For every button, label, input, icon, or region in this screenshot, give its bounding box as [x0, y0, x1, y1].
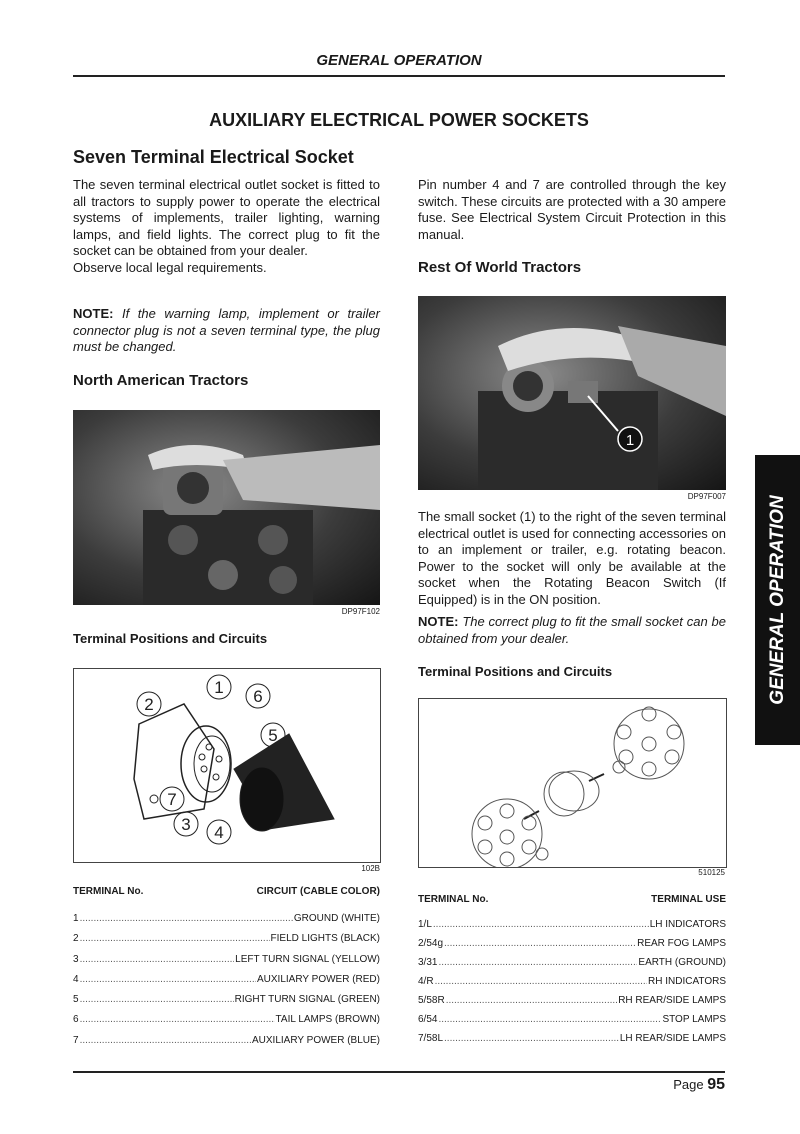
note-left [73, 306, 380, 356]
terminal-circuit: TAIL LAMPS (BROWN) [275, 1014, 380, 1026]
note-label: NOTE: [73, 306, 114, 321]
table-row [418, 938, 726, 957]
terminal-number: 5 [73, 994, 79, 1006]
col-use: TERMINAL USE [651, 894, 726, 905]
leader-dots [438, 1014, 661, 1025]
note-right [418, 614, 726, 647]
legal-text: Observe local legal requirements. [73, 259, 267, 275]
leader-dots [80, 913, 293, 924]
callout-4: 4 [214, 823, 224, 842]
table-row [73, 933, 380, 953]
small-socket-paragraph: The small socket (1) to the right of the seven terminal electrical outlet is used for connecting accessories on to an implement or trailer, e.g. rotating beacon. Power to the socket will only be available at the socket when the Rotating Beacon Switch (If Equipped) is in the ON position. [418, 509, 726, 607]
table-row [73, 913, 380, 933]
diagram-caption-right: 510125 [698, 868, 725, 877]
terminal-number: 3 [73, 953, 79, 965]
terminal-diagram-left [73, 668, 381, 863]
note-text: The correct plug to fit the small socket can be obtained from your dealer. [418, 614, 726, 646]
terminal-use: LH REAR/SIDE LAMPS [619, 1033, 726, 1044]
page-number-value: 95 [707, 1076, 725, 1093]
leader-dots [80, 933, 270, 944]
table-row [73, 994, 380, 1014]
callout-5: 5 [268, 726, 278, 745]
footer-rule [73, 1071, 725, 1073]
terminal-number: 4/R [418, 976, 434, 987]
terminal-circuit: LEFT TURN SIGNAL (YELLOW) [235, 953, 380, 965]
terminal-circuit: FIELD LIGHTS (BLACK) [270, 933, 380, 945]
intro-text: The seven terminal electrical outlet socket is fitted to all tractors to supply power to operate the electrical systems of implements, trailer lighting, warning lamps, and field lights. The correct plug to fit the socket can be obtained from your dealer. [73, 177, 380, 259]
photo-caption-right: DP97F007 [687, 492, 726, 501]
leader-dots [80, 994, 234, 1005]
terminal-number: 2/54g [418, 938, 444, 949]
side-tab-label: GENERAL OPERATION [766, 495, 788, 705]
callout-1: 1 [214, 678, 224, 697]
socket-plug-diagram [419, 699, 726, 867]
terminal-use: STOP LAMPS [662, 1014, 726, 1025]
seven-pin-socket-diagram [74, 669, 380, 862]
terminal-use: RH INDICATORS [648, 976, 726, 987]
note-text: If the warning lamp, implement or trailer connector plug is not a seven terminal type, the plug must be changed. [73, 306, 380, 355]
section-side-tab [755, 455, 800, 745]
table-row [73, 974, 380, 994]
terminal-use: REAR FOG LAMPS [637, 938, 726, 949]
subheading-north-america: North American Tractors [73, 372, 249, 389]
terminal-number: 7/58L [418, 1033, 444, 1044]
page-number [673, 1076, 725, 1094]
leader-dots [80, 1035, 251, 1046]
table-row [418, 1014, 726, 1033]
terminal-number: 1 [73, 913, 79, 924]
table-row [73, 954, 380, 974]
terminal-number: 5/58R [418, 995, 445, 1006]
terminal-number: 6/54 [418, 1014, 438, 1025]
terminal-circuit: AUXILIARY POWER (BLUE) [252, 1034, 380, 1046]
table-header [73, 886, 380, 897]
leader-dots [438, 957, 637, 968]
running-header: GENERAL OPERATION [316, 52, 482, 69]
leader-dots [80, 1014, 275, 1025]
table-row [418, 976, 726, 995]
circuit-table [73, 886, 380, 1055]
header-rule [73, 75, 725, 77]
terminal-use: RH REAR/SIDE LAMPS [618, 995, 726, 1006]
table-row [418, 957, 726, 976]
callout-6: 6 [253, 687, 263, 706]
photo-illustration [418, 296, 726, 490]
terminal-use: EARTH (GROUND) [638, 957, 726, 968]
page-title: AUXILIARY ELECTRICAL POWER SOCKETS [209, 110, 589, 130]
callout-7: 7 [167, 790, 177, 809]
leader-dots [433, 919, 649, 930]
terminal-number: 2 [73, 933, 79, 945]
col-terminal: TERMINAL No. [418, 894, 489, 905]
diagram-heading-left: Terminal Positions and Circuits [73, 631, 268, 646]
leader-dots [444, 1033, 619, 1044]
diagram-caption-left: 102B [361, 864, 380, 873]
terminal-number: 1/L [418, 919, 432, 930]
leader-dots [435, 976, 647, 987]
table-row [418, 1033, 726, 1052]
page-label: Page [673, 1077, 704, 1092]
socket-photo-rest-of-world [418, 296, 726, 490]
leader-dots [80, 974, 256, 985]
note-label: NOTE: [418, 614, 459, 629]
key-switch-paragraph: Pin number 4 and 7 are controlled through the key switch. These circuits are protected with a 30 ampere fuse. See Electrical System Circuit Protection in this manual. [418, 177, 726, 242]
table-row [73, 1014, 380, 1034]
photo-callout-1: 1 [625, 432, 635, 449]
subheading-rest-of-world: Rest Of World Tractors [418, 259, 582, 276]
table-row [73, 1035, 380, 1055]
photo-caption-left: DP97F102 [341, 607, 380, 616]
leader-dots [80, 954, 235, 965]
terminal-number: 4 [73, 973, 79, 985]
photo-illustration [73, 410, 380, 605]
table-row [418, 919, 726, 938]
table-row [418, 995, 726, 1014]
terminal-use-table [418, 894, 726, 1052]
callout-3: 3 [181, 815, 191, 834]
terminal-circuit: AUXILIARY POWER (RED) [257, 973, 380, 985]
terminal-circuit: RIGHT TURN SIGNAL (GREEN) [234, 994, 380, 1006]
terminal-use: LH INDICATORS [649, 919, 726, 930]
diagram-heading-right: Terminal Positions and Circuits [418, 664, 613, 679]
terminal-circuit: GROUND (WHITE) [293, 913, 380, 924]
terminal-number: 6 [73, 1014, 79, 1026]
section-heading: Seven Terminal Electrical Socket [73, 147, 354, 167]
col-terminal: TERMINAL No. [73, 886, 144, 897]
socket-photo-north-america [73, 410, 380, 605]
intro-paragraph [73, 177, 380, 277]
callout-2: 2 [144, 695, 154, 714]
leader-dots [446, 995, 618, 1006]
col-circuit: CIRCUIT (CABLE COLOR) [256, 886, 380, 897]
terminal-number: 7 [73, 1034, 79, 1046]
terminal-diagram-right [418, 698, 727, 868]
terminal-number: 3/31 [418, 957, 438, 968]
table-header [418, 894, 726, 905]
leader-dots [444, 938, 636, 949]
